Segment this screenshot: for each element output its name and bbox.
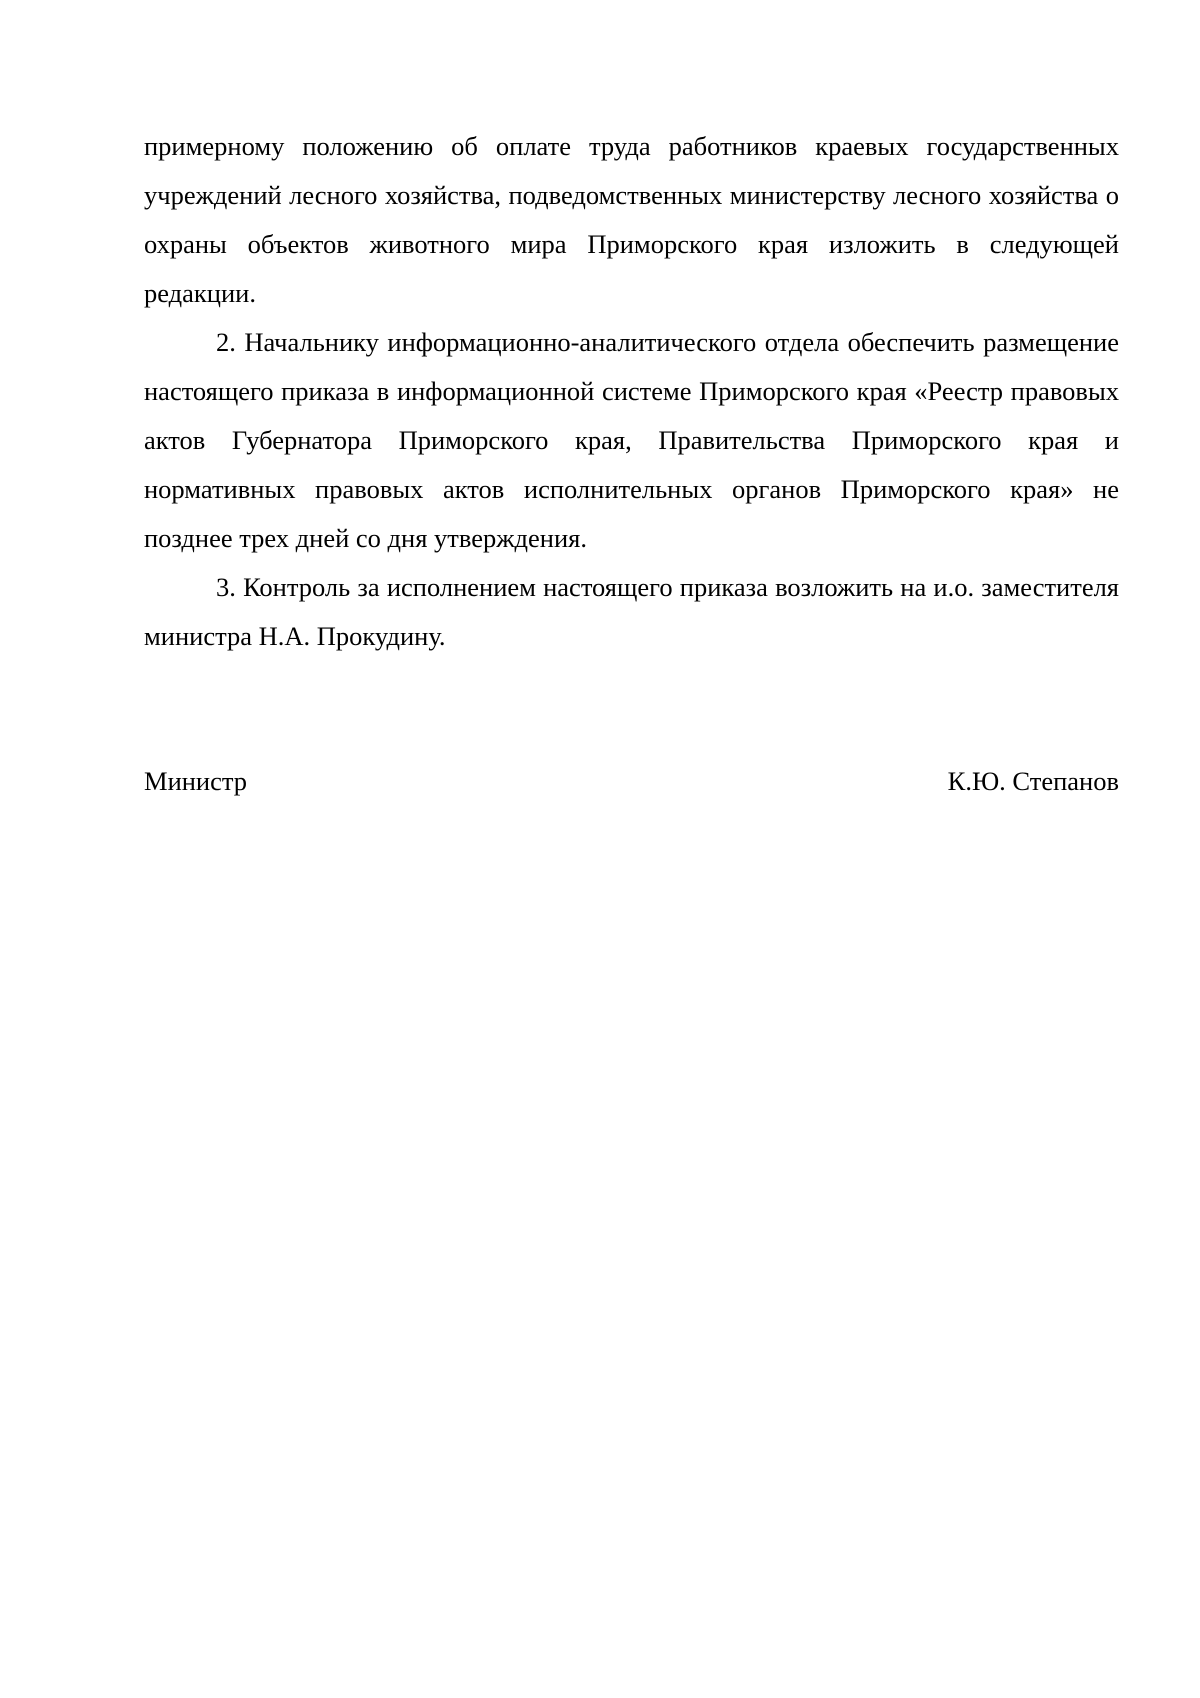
- paragraph-item-2: 2. Начальнику информационно-аналитического отдела обеспечить размещение настоящего приказа в информационной системе Приморского края «Реестр правовых актов Губернатора Приморского края, Правительства Приморского края и нормативных правовых актов исполнительных органов Приморского края» не позднее трех дней со дня утверждения.: [144, 327, 1119, 553]
- signatory-name: К.Ю. Степанов: [947, 766, 1119, 796]
- signatory-position: Министр: [144, 766, 248, 796]
- signature-block: [144, 757, 1119, 806]
- paragraph-item-3: 3. Контроль за исполнением настоящего приказа возложить на и.о. заместителя министра Н.А. Прокудину.: [144, 572, 1119, 651]
- document-body: [144, 122, 1119, 661]
- paragraph-continuation: примерному положению об оплате труда работников краевых государственных учреждений лесного хозяйства, подведомственных министерству лесного хозяйства о охраны объектов животного мира Приморского края изложить в следующей редакции.: [144, 131, 1119, 308]
